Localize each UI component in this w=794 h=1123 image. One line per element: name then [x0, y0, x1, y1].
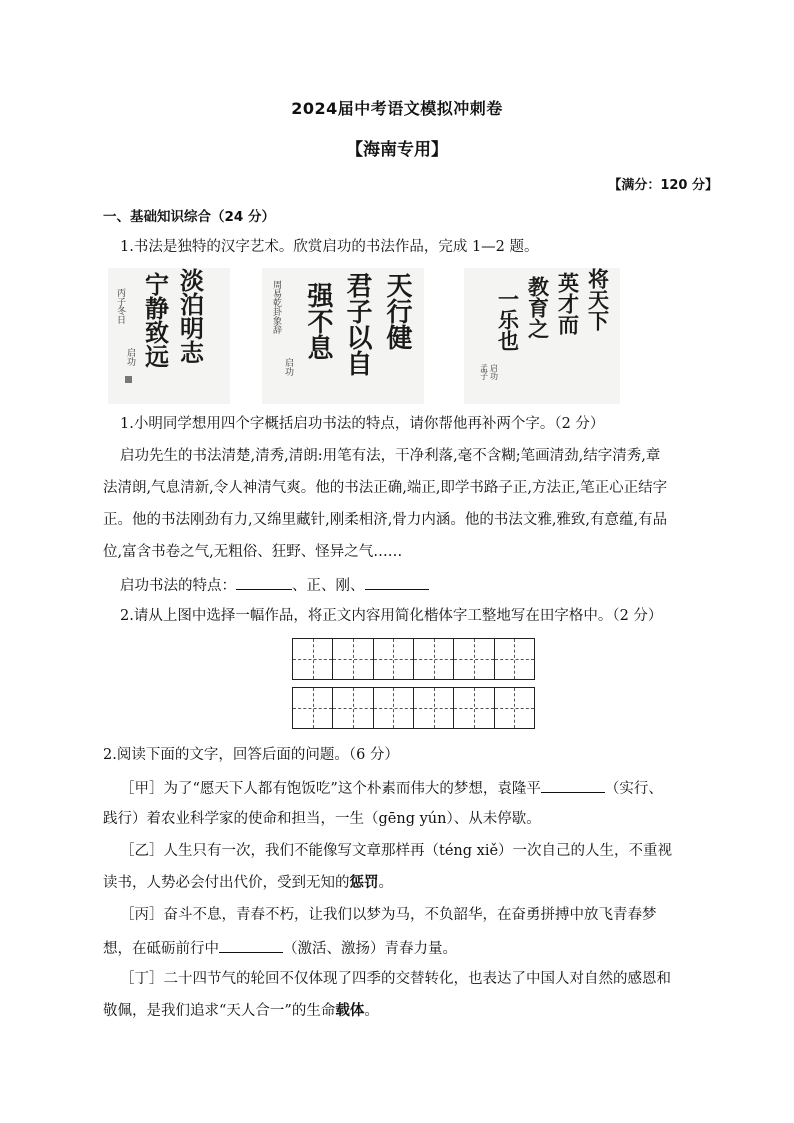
work3-column-4: 一乐也 — [495, 288, 521, 351]
work1-inscription-2: 启功 — [125, 348, 135, 366]
answer-blank-2[interactable] — [365, 575, 429, 590]
passage-yi-text: 读书，人势必会付出代价，受到无知的 — [103, 875, 350, 891]
page-title: 2024届中考语文模拟冲刺卷 — [291, 99, 503, 118]
passage-jia-line-1 — [120, 778, 663, 798]
calligraphy-image-3 — [464, 268, 620, 404]
tianzige-cell[interactable] — [414, 639, 454, 679]
section-heading: 一、基础知识综合（24 分） — [103, 209, 275, 225]
work3-inscription-2: 启功 — [489, 364, 499, 380]
passage-jia-text: ［甲］为了“愿天下人都有饱饭吃”这个朴素而伟大的梦想，袁隆平 — [120, 781, 541, 797]
tianzige-cell[interactable] — [293, 688, 333, 728]
work2-inscription-2: 启功 — [283, 358, 293, 376]
work1-column-2: 宁静致远 — [140, 272, 170, 368]
punct: 。 — [378, 875, 393, 891]
work2-column-3: 强不息 — [303, 282, 333, 360]
work2-inscription-1: 周易乾卦象辞 — [271, 280, 281, 334]
passage-yi-line-2 — [103, 874, 393, 892]
work2-column-2: 君子以自 — [342, 272, 372, 376]
work3-inscription-1: 孟子 — [479, 364, 489, 380]
q1-question: 1.小明同学想用四个字概括启功书法的特点，请你帮他再补两个字。（2 分） — [120, 416, 605, 432]
tianzige-cell[interactable] — [333, 639, 373, 679]
passage-bing-text: 想，在砥砺前行中 — [103, 941, 219, 957]
passage-bing-line-1: ［丙］奋斗不息，青春不朽，让我们以梦为马，不负韶华，在奋勇拼搏中放飞青春梦 — [120, 907, 657, 923]
passage-yi-line-1: ［乙］人生只有一次，我们不能像写文章那样再（téng xiě）一次自己的人生，不重视 — [120, 843, 673, 859]
work1-inscription-1: 丙子冬日 — [115, 288, 125, 324]
passage-jia-options: （实行、 — [604, 781, 663, 797]
passage-ding-text: 敬佩，是我们追求“天人合一”的生命 — [103, 1003, 336, 1019]
answer-blank-1[interactable] — [236, 575, 292, 590]
passage-ding-line-2 — [103, 1002, 379, 1020]
bold-word-chengfa: 惩罚 — [349, 874, 379, 891]
answer-label: 启功书法的特点： — [120, 578, 236, 594]
tianzige-cell[interactable] — [495, 688, 534, 728]
section-intro: 1.书法是独特的汉字艺术。欣赏启功的书法作品，完成 1—2 题。 — [120, 239, 539, 255]
bold-word-zaiti: 载体 — [335, 1002, 365, 1019]
q1-para-line-2: 法清朗,气息清新,令人神清气爽。他的书法正确,端正,即学书路子正,方法正,笔正心正结字 — [103, 480, 668, 496]
work3-column-2: 英才而 — [555, 272, 581, 335]
tianzige-cell[interactable] — [495, 639, 534, 679]
passage-bing-line-2 — [103, 938, 457, 958]
tianzige-cell[interactable] — [454, 639, 494, 679]
work3-column-1: 将天下 — [585, 268, 611, 331]
work1-column-1: 淡泊明志 — [175, 268, 205, 364]
tianzige-row-2[interactable] — [292, 687, 535, 729]
calligraphy-image-1 — [108, 268, 230, 404]
q1-answer-line — [120, 575, 429, 595]
passage-bing-options: （激活、激扬）青春力量。 — [283, 941, 457, 957]
q2-question: 2.请从上图中选择一幅作品，将正文内容用简化楷体字工整地写在田字格中。（2 分） — [120, 608, 663, 624]
tianzige-cell[interactable] — [293, 639, 333, 679]
page-subtitle: 【海南专用】 — [346, 140, 448, 160]
work3-column-3: 教育之 — [525, 276, 551, 339]
tianzige-cell[interactable] — [333, 688, 373, 728]
punct: 。 — [364, 1003, 379, 1019]
calligraphy-image-2 — [262, 268, 424, 404]
jia-blank[interactable] — [541, 778, 605, 793]
passage-ding-line-1: ［丁］二十四节气的轮回不仅体现了四季的交替转化，也表达了中国人对自然的感恩和 — [120, 971, 671, 987]
tianzige-cell[interactable] — [374, 639, 414, 679]
q3-question: 2.阅读下面的文字，回答后面的问题。（6 分） — [103, 747, 399, 763]
tianzige-cell[interactable] — [374, 688, 414, 728]
q1-para-line-4: 位,富含书卷之气,无粗俗、狂野、怪异之气…… — [103, 544, 403, 560]
q1-para-line-3: 正。他的书法刚劲有力,又绵里藏针,刚柔相济,骨力内涵。他的书法文雅,雅致,有意蕴,有品 — [103, 512, 668, 528]
work2-column-1: 天行健 — [382, 272, 412, 350]
answer-mid: 、正、刚、 — [292, 578, 365, 594]
q1-para-line-1: 启功先生的书法清楚,清秀,清朗:用笔有法，干净利落,毫不含糊;笔画清劲,结字清秀,章 — [120, 448, 661, 464]
tianzige-cell[interactable] — [414, 688, 454, 728]
bing-blank[interactable] — [219, 938, 283, 953]
total-score: 【满分：120 分】 — [608, 178, 718, 193]
tianzige-row-1[interactable] — [292, 638, 535, 680]
tianzige-cell[interactable] — [454, 688, 494, 728]
seal-mark — [125, 376, 132, 383]
passage-jia-line-2: 践行）着农业科学家的使命和担当，一生（gēng yún）、从未停歇。 — [103, 811, 541, 827]
